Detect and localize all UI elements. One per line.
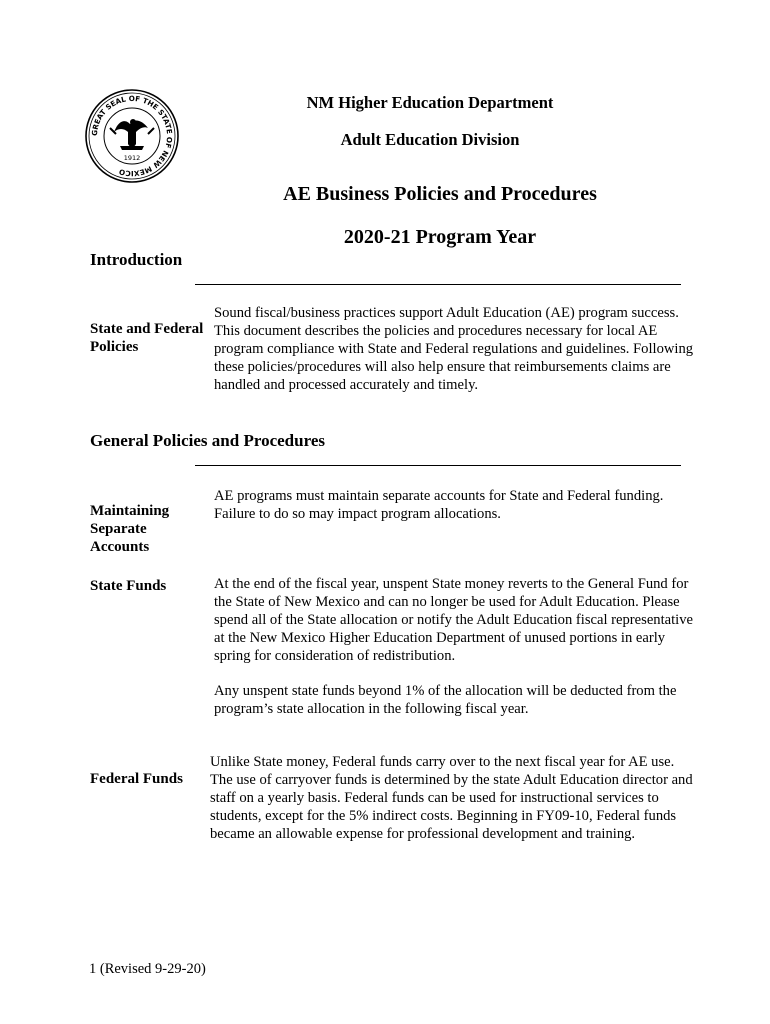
federal-funds-paragraph: Unlike State money, Federal funds carry over to the next fiscal year for AE use. The use of carryover funds is determined by the state Adult Education director and staff on a yearly basis. Federal funds can be used for instructional services to students, except for the 5% indirect costs. Beginning in FY09-10, Federal funds became an allowable expense for professional development and training. [210, 754, 693, 842]
state-seal-graphic [84, 88, 180, 184]
separate-accounts-paragraph: AE programs must maintain separate accounts for State and Federal funding. Failure to do so may impact program allocations. [214, 488, 664, 522]
general-policies-heading: General Policies and Procedures [90, 431, 325, 450]
document-title: AE Business Policies and Procedures [283, 183, 597, 205]
seal-year: 1912 [123, 154, 141, 162]
page-footer: 1 (Revised 9-29-20) [89, 961, 206, 977]
introduction-heading: Introduction [90, 250, 183, 269]
state-funds-paragraph-1: At the end of the fiscal year, unspent State money reverts to the General Fund for the State of New Mexico and can no longer be used for Adult Education. Please spend all of the State allocation or notify the Adult Education fiscal representative at the New Mexico Higher Education Department of unused portions in early spring for consideration of redistribution. [214, 576, 694, 664]
department-name: NM Higher Education Department [306, 93, 554, 112]
state-funds-label: State Funds [90, 578, 167, 594]
introduction-paragraph: Sound fiscal/business practices support Adult Education (AE) program success. This document describes the policies and procedures necessary for local AE program compliance with State and Federal regulations and guidelines. Following these policies/procedures will also help ensure that reimbursements claims are handled and processed accurately and timely. [214, 305, 694, 393]
general-policies-divider [195, 465, 681, 466]
division-name: Adult Education Division [340, 130, 520, 149]
introduction-divider [195, 284, 681, 285]
state-funds-paragraph-2: Any unspent state funds beyond 1% of the allocation will be deducted from the program’s state allocation in the following fiscal year. [214, 683, 677, 717]
separate-accounts-label: Maintaining Separate Accounts [90, 503, 170, 555]
federal-funds-label: Federal Funds [90, 771, 183, 787]
eagle-icon [110, 119, 154, 150]
state-seal [84, 88, 180, 184]
state-federal-policies-label: State and Federal Policies [90, 321, 204, 355]
seal-ring-text: GREAT SEAL OF THE STATE OF NEW MEXICO [89, 93, 175, 179]
program-year: 2020-21 Program Year [343, 226, 537, 248]
